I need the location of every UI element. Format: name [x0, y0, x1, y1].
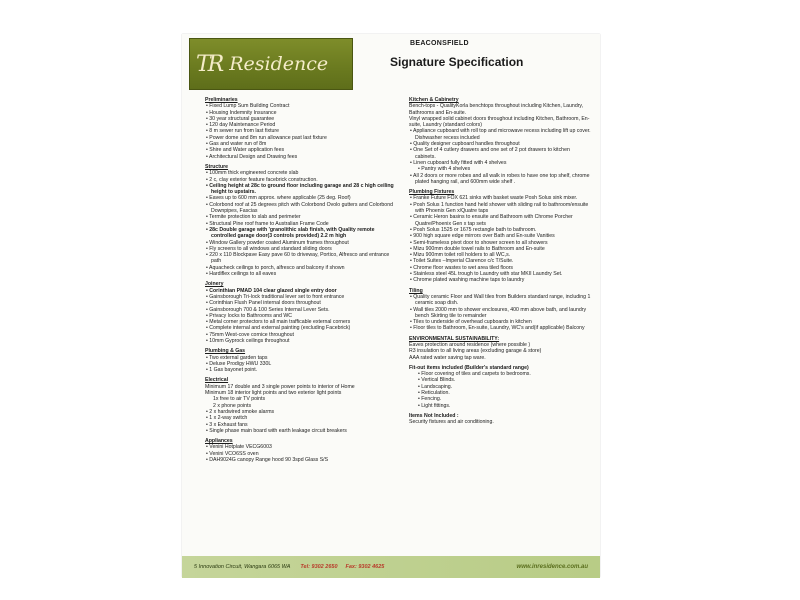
bullet-icon: • [206, 450, 210, 457]
spec-item-text: 900 high square edge mirrors over Bath and En-suite Vanities [413, 233, 555, 240]
brand-logo [189, 38, 353, 90]
bullet-icon: • [206, 367, 210, 374]
footer-bar [182, 556, 600, 578]
spec-item-text: Structural Pine roof frame to Australian Frame Code [209, 220, 329, 227]
spec-item-text: 2 x hardwired smoke alarms [209, 408, 275, 415]
spec-item-text: Complete internal and external painting (excluding Facebrick) [209, 325, 351, 332]
bullet-icon: • [206, 141, 210, 148]
spec-list-item [409, 294, 591, 307]
bullet-icon: • [206, 122, 210, 129]
spec-item-text: Franke Future FOX 621 sinks with basket waste Posh Solus sink mixer. [413, 195, 578, 202]
spec-line: Security fixtures and air conditioning. [409, 419, 494, 426]
spec-item-text: Reticulation. [421, 390, 450, 397]
bullet-icon: • [206, 264, 209, 271]
bullet-icon: • [206, 421, 210, 428]
bullet-icon: • [206, 182, 210, 189]
spec-item-text: Corinthian Flush Panel internal doors throughout [209, 300, 321, 307]
spec-item-text: 28c Double garage with 'granolithic slab finish, with Quality remote controlled garage door(3 controls provided) 2.2 m high [209, 226, 375, 240]
section-heading: Plumbing & Gas [205, 348, 246, 355]
section-heading: Fit-out items included (Builder's standard range) [409, 364, 529, 371]
bullet-icon: • [410, 233, 414, 240]
spec-list-item [205, 154, 395, 160]
bullet-icon: • [410, 239, 414, 246]
spec-item-text: All 2 doors or more robes and all walk in robes to have one top shelf, chrome plated hanging rail, and 600mm wide shelf . [412, 172, 590, 185]
bullet-icon: • [206, 287, 210, 294]
spec-item-text: Aquacheck ceilings to porch, alfresco and balcony if shown [208, 264, 345, 271]
spec-item-text: Floor covering of tiles and carpets to bedrooms. [421, 371, 531, 378]
spec-item-text: DAH9024G canopy Range hood 90 3spd Glass S/S [209, 457, 329, 464]
logo-wordmark: Residence [229, 53, 329, 75]
spec-item-text: Two external garden taps [209, 354, 268, 361]
spec-item-text: Single phase main board with earth leakage circuit breakers [209, 427, 347, 434]
spec-item-text: Mizu 900mm toilet roll holders to all WC,s. [413, 252, 511, 259]
spec-item-text: 30 year structural guarantee [209, 115, 275, 122]
bullet-icon: • [206, 134, 210, 141]
spec-item-text: Landscaping. [421, 383, 453, 390]
spec-line: Minimum 18 interior light points and two exterior light points [205, 390, 342, 397]
section-heading: Items Not Included : [409, 412, 459, 419]
bullet-icon: • [206, 444, 210, 451]
bullet-icon: • [410, 319, 414, 326]
spec-list-item [205, 338, 395, 344]
spec-item-text: Linen cupboard fully fitted with 4 shelves [413, 159, 507, 166]
section-heading: Tiling [409, 287, 423, 294]
spec-list-item [205, 457, 395, 463]
spec-item-text: Privacy locks to Bathrooms and WC [209, 312, 293, 319]
bullet-icon: • [410, 159, 414, 166]
bullet-icon: • [206, 214, 210, 221]
spec-item-text: Venini VCO6SS oven [209, 450, 259, 457]
spec-item-text: Vertical Blinds. [421, 377, 456, 384]
logo-monogram: TR [196, 51, 222, 77]
bullet-icon: • [410, 252, 414, 259]
spec-line: Eaves protection around residence (where possible ) [409, 341, 531, 348]
bullet-icon: • [206, 415, 210, 422]
bullet-icon: • [410, 128, 413, 135]
spec-item-text: Wall tiles 2000 mm to shower enclosures, 400 mm above bath, and laundry bench Skirting tile to remainder [413, 306, 587, 319]
spec-item-text: Shire and Water application fees [209, 147, 285, 154]
spec-item-text: Gainsborough Tri-lock traditional lever set to front entrance [209, 293, 345, 300]
spec-item-text: Appliance cupboard with roll top and microwave recess including lift up cover. Dishwasher recess included [412, 128, 591, 141]
spec-item-text: Deluxe Prodigy HWU 330L [209, 360, 272, 367]
spec-list-item [409, 128, 591, 141]
bullet-icon: • [206, 331, 210, 338]
spec-item-text: Posh Solus 1 function hand held shower with sliding rail to bathroom/ensuite with Phoenix Gen x/Quatre taps [413, 201, 589, 215]
spec-item-text: Light fittings. [421, 402, 451, 409]
spec-list-item [409, 325, 591, 331]
spec-line: AAA rated water saving tap ware. [409, 354, 486, 361]
bullet-icon: • [418, 166, 422, 173]
spec-list-item [205, 428, 395, 434]
spec-item-text: Fixed Lump Sum Building Contract [209, 103, 290, 110]
spec-item-text: Fencing. [421, 396, 442, 403]
left-column [205, 97, 395, 467]
spec-item-text: Hardiflex ceilings to all eaves [209, 271, 277, 278]
spec-item-text: Toilet Suites –Imperial Clarence c/c T/Suite. [413, 258, 514, 265]
spec-list-item [205, 227, 395, 240]
spec-list-item [205, 183, 395, 196]
bullet-icon: • [410, 264, 414, 271]
spec-item-text: Architectural Design and Drawing fees [208, 153, 298, 160]
spec-item-text: 3 x Exhaust fans [209, 421, 248, 428]
section-heading: Appliances [205, 438, 233, 445]
spec-item-text: Window Gallery powder coated Aluminum frames throughout [209, 239, 349, 246]
spec-list-item [205, 367, 395, 373]
bullet-icon: • [206, 427, 210, 434]
bullet-icon: • [206, 312, 210, 319]
section-plumbing-fixtures [409, 189, 591, 283]
section-plumbing-gas [205, 348, 395, 373]
spec-item-text: One Set of 4 cutlery drawers and one set of 2 pot drawers to kitchen cabinets. [413, 147, 570, 160]
estate-name: BEACONSFIELD [410, 40, 469, 47]
bullet-icon: • [418, 371, 422, 378]
spec-item-text: Stainless steel 45L trough to Laundry with star MKII Laundry Set. [413, 271, 563, 278]
spec-item-text: Ceramic Heron basins to ensuite and Bathroom with Chrome Porcher Quatre/Phoenix Gen x tap sets [413, 214, 573, 227]
bullet-icon: • [206, 306, 210, 313]
bullet-icon: • [410, 325, 414, 332]
bullet-icon: • [410, 214, 414, 221]
section-structure [205, 164, 395, 277]
bullet-icon: • [206, 147, 210, 154]
section-electrical [205, 377, 395, 434]
spec-item-text: Pantry with 4 shelves [421, 166, 471, 173]
spec-line: Minimum 17 double and 3 single power points to interior of Home [205, 383, 355, 390]
bullet-icon: • [410, 172, 413, 179]
bullet-icon: • [206, 354, 210, 361]
section-kitchen-cabinetry [409, 97, 591, 185]
spec-item-text: 220 x 110 Blockpave Easy pave 60 to driveway, Portico, Alfresco and entrance path [209, 252, 390, 265]
spec-list-item [409, 403, 591, 409]
spec-item-text: Colorbond roof at 25 degrees pitch with Colorbond Ovolo gutters and Colorbond Downpipes, Fascias [209, 201, 393, 215]
section-heading: Preliminaries [205, 97, 238, 103]
bullet-icon: • [206, 128, 210, 135]
spec-item-text: Fly screens to all windows and standard sliding doors [209, 245, 332, 252]
bullet-icon: • [206, 360, 210, 367]
bullet-icon: • [410, 258, 414, 265]
bullet-icon: • [410, 271, 414, 278]
bullet-icon: • [410, 147, 414, 154]
spec-item-text: Gainsborough 700 & 100 Series Internal Lever Sets. [209, 306, 330, 313]
spec-item-text: Chrome floor wastes to wet area tiled floors [413, 264, 514, 271]
spec-list-item [409, 173, 591, 186]
spec-item-text: Mizu 900mm double towel rails to Bathroom and En-suite [413, 245, 545, 252]
spec-list-item [205, 252, 395, 265]
spec-list-item [409, 202, 591, 215]
spec-item-text: 100mm thick engineered concrete slab [209, 170, 299, 177]
spec-item-text: Tiles to underside of overhead cupboards in kitchen [413, 319, 532, 326]
spec-item-text: Venini Hotplate VECG6003 [209, 444, 272, 451]
spec-item-text: Termite protection to slab and perimeter [209, 214, 301, 221]
bullet-icon: • [418, 402, 422, 409]
spec-list-item [409, 307, 591, 320]
spec-line: Bench-tops - QualityKorla benchtops throughout including Kitchen, Laundry, Bathrooms and En-suite. [409, 103, 584, 116]
section-heading: Joinery [205, 281, 224, 288]
bullet-icon: • [206, 153, 209, 160]
section-heading: ENVIRONMENTAL SUSTAINABILITY: [409, 335, 500, 342]
spec-item-text: Semi-frameless pivot door to shower screen to all showers [413, 239, 548, 246]
section-joinery [205, 281, 395, 344]
bullet-icon: • [206, 103, 210, 110]
bullet-icon: • [206, 319, 210, 326]
bullet-icon: • [206, 176, 210, 183]
bullet-icon: • [206, 226, 210, 233]
spec-item-text: Eaves up to 600 mm approx. where applicable (25 deg. Roof) [209, 195, 351, 202]
spec-item-text: 1 x 2-way switch [209, 415, 248, 422]
bullet-icon: • [206, 109, 210, 116]
spec-list-item [409, 277, 591, 283]
spec-list-item [205, 271, 395, 277]
spec-list-item [409, 214, 591, 227]
footer-website-link[interactable]: www.inresidence.com.au [516, 564, 588, 570]
spec-item-text: Metal corner protectors to all main trafficable external corners [209, 319, 351, 326]
spec-item-text: Corinthian PMAD 104 clear glazed single entry door [209, 287, 337, 294]
section-heading: Kitchen & Cabinetry [409, 97, 459, 103]
footer-fax: Fax: 9302 4625 [345, 564, 385, 570]
bullet-icon: • [206, 245, 210, 252]
section-tiling [409, 288, 591, 332]
spec-line: 2 x phone points [213, 402, 252, 409]
bullet-icon: • [206, 293, 210, 300]
spec-item-text: 8 m sewer run from last fixture [209, 128, 280, 135]
section-environmental-sustainability [409, 336, 591, 361]
footer-telephone: Tel: 9302 2650 [300, 564, 338, 570]
bullet-icon: • [206, 195, 210, 202]
bullet-icon: • [410, 226, 414, 233]
spec-line: 1x free to air TV points [213, 396, 266, 403]
bullet-icon: • [410, 201, 414, 208]
bullet-icon: • [418, 396, 422, 403]
right-column [409, 97, 591, 430]
section-preliminaries [205, 97, 395, 160]
bullet-icon: • [206, 457, 210, 464]
spec-item-text: Posh Solus 1525 or 1675 rectangle bath to bathroom. [413, 226, 537, 233]
bullet-icon: • [418, 390, 422, 397]
spec-item-text: 1 Gas bayonet point. [209, 367, 258, 374]
spec-item-text: Quality designer cupboard handles throughout [413, 141, 520, 148]
section-fit-out-items-included-builder-s-standard-range [409, 365, 591, 409]
spec-line: R3 insulation to all living areas (excluding garage & store) [409, 348, 542, 355]
bullet-icon: • [410, 141, 414, 148]
bullet-icon: • [206, 300, 210, 307]
spec-item-text: 2 c, clay exterior feature facebrick construction. [209, 176, 318, 183]
section-appliances [205, 438, 395, 463]
bullet-icon: • [410, 277, 414, 284]
document-title: Signature Specification [390, 55, 524, 69]
section-heading: Electrical [205, 377, 229, 384]
spec-list-item [409, 147, 591, 160]
spec-item-text: Gas and water run of 8m [209, 141, 267, 148]
spec-item-text: Power dome and 8m run allowance past last fixture [209, 134, 327, 141]
spec-list-item [205, 202, 395, 215]
spec-item-text: 120 day Maintenance Period [209, 122, 276, 129]
bullet-icon: • [206, 252, 210, 259]
spec-item-text: Housing Indemnity Insurance [209, 109, 277, 116]
bullet-icon: • [418, 377, 422, 384]
bullet-icon: • [206, 239, 210, 246]
spec-line: Vinyl wrapped solid cabinet doors throughout including Kitchen, Bathroom, En-suite, Laundry (standard colors) [409, 115, 590, 129]
bullet-icon: • [206, 201, 210, 208]
bullet-icon: • [418, 383, 422, 390]
bullet-icon: • [410, 245, 414, 252]
bullet-icon: • [410, 306, 414, 313]
bullet-icon: • [206, 170, 210, 177]
bullet-icon: • [410, 293, 414, 300]
bullet-icon: • [206, 337, 210, 344]
bullet-icon: • [206, 408, 210, 415]
bullet-icon: • [206, 220, 210, 227]
spec-item-text: Ceiling height at 28c to ground floor including garage and 28 c high ceiling height to upstairs. [209, 182, 394, 196]
bullet-icon: • [206, 325, 210, 332]
bullet-icon: • [206, 271, 210, 278]
footer-address: 5 Innovation Circuit, Wangara 6065 WA [194, 564, 291, 570]
bullet-icon: • [410, 195, 414, 202]
spec-item-text: 75mm West-cove cornice throughout [209, 331, 294, 338]
bullet-icon: • [206, 115, 210, 122]
section-heading: Structure [205, 163, 229, 170]
spec-item-text: Floor tiles to Bathroom, En-suite, Laundry, WC's and(if applicable) Balcony [413, 325, 585, 332]
section-items-not-included [409, 413, 591, 426]
spec-item-text: 10mm Gyprock ceilings throughout [209, 337, 290, 344]
section-heading: Plumbing Fixtures [409, 189, 455, 196]
spec-item-text: Quality ceramic Floor and Wall tiles from Builders standard range, including 1 ceramic soap dish. [413, 293, 591, 307]
spec-item-text: Chrome plated washing machine taps to laundry [413, 277, 525, 284]
